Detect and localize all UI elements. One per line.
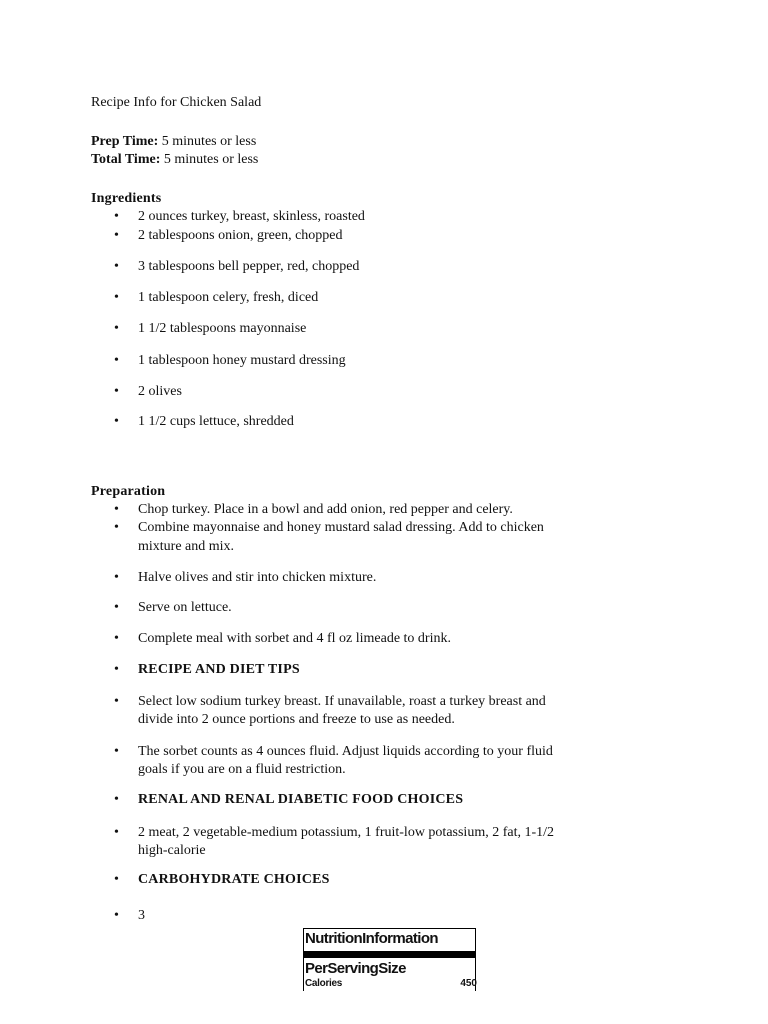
renal-line: high-calorie [138,843,206,858]
bullet: • [114,631,119,646]
bullet: • [114,209,119,224]
preparation-step: Chop turkey. Place in a bowl and add onion, red pepper and celery. [138,502,513,517]
bullet: • [114,600,119,615]
bullet: • [114,872,119,887]
ingredient-item: 1 tablespoon celery, fresh, diced [138,290,319,305]
ingredient-item: 1 tablespoon honey mustard dressing [138,353,346,368]
ingredient-item: 2 ounces turkey, breast, skinless, roasted [138,209,365,224]
nutrition-serving: PerServingSize [305,960,406,977]
total-time-label: Total Time: [91,152,161,167]
bullet: • [114,825,119,840]
nutrition-title: NutritionInformation [305,930,438,947]
bullet: • [114,384,119,399]
tips-heading: RECIPE AND DIET TIPS [138,662,300,677]
carb-value: 3 [138,908,145,923]
nutrition-box [303,928,476,991]
ingredient-item: 1 1/2 tablespoons mayonnaise [138,321,307,336]
bullet: • [114,414,119,429]
bullet: • [114,694,119,709]
renal-line: 2 meat, 2 vegetable-medium potassium, 1 fruit-low potassium, 2 fat, 1-1/2 [138,825,555,840]
ingredient-item: 2 olives [138,384,182,399]
preparation-step: Combine mayonnaise and honey mustard salad dressing. Add to chicken [138,520,544,535]
bullet: • [114,502,119,517]
ingredient-item: 1 1/2 cups lettuce, shredded [138,414,294,429]
nutrition-divider [304,951,475,958]
prep-time-value: 5 minutes or less [161,134,257,149]
bullet: • [114,570,119,585]
preparation-step: Halve olives and stir into chicken mixture. [138,570,377,585]
nutrition-calories-value: 450 [460,978,477,989]
preparation-heading: Preparation [91,484,166,499]
bullet: • [114,228,119,243]
nutrition-calories-label: Calories [305,978,343,989]
total-time-value: 5 minutes or less [163,152,259,167]
total-time [91,151,258,169]
renal-heading: RENAL AND RENAL DIABETIC FOOD CHOICES [138,792,464,807]
tip-line: The sorbet counts as 4 ounces fluid. Adjust liquids according to your fluid [138,744,553,759]
bullet: • [114,520,119,535]
preparation-step: Complete meal with sorbet and 4 fl oz limeade to drink. [138,631,451,646]
bullet: • [114,662,119,677]
doc-title: Recipe Info for Chicken Salad [91,95,262,110]
ingredient-item: 2 tablespoons onion, green, chopped [138,228,343,243]
ingredient-item: 3 tablespoons bell pepper, red, chopped [138,259,360,274]
bullet: • [114,259,119,274]
bullet: • [114,908,119,923]
tip-line: goals if you are on a fluid restriction. [138,762,346,777]
bullet: • [114,290,119,305]
bullet: • [114,744,119,759]
preparation-step-cont: mixture and mix. [138,539,235,554]
prep-time [91,133,256,151]
tip-line: Select low sodium turkey breast. If unavailable, roast a turkey breast and [138,694,546,709]
bullet: • [114,792,119,807]
preparation-step: Serve on lettuce. [138,600,232,615]
bullet: • [114,353,119,368]
ingredients-heading: Ingredients [91,191,162,206]
carb-heading: CARBOHYDRATE CHOICES [138,872,330,887]
bullet: • [114,321,119,336]
prep-time-label: Prep Time: [91,134,159,149]
tip-line: divide into 2 ounce portions and freeze to use as needed. [138,712,455,727]
